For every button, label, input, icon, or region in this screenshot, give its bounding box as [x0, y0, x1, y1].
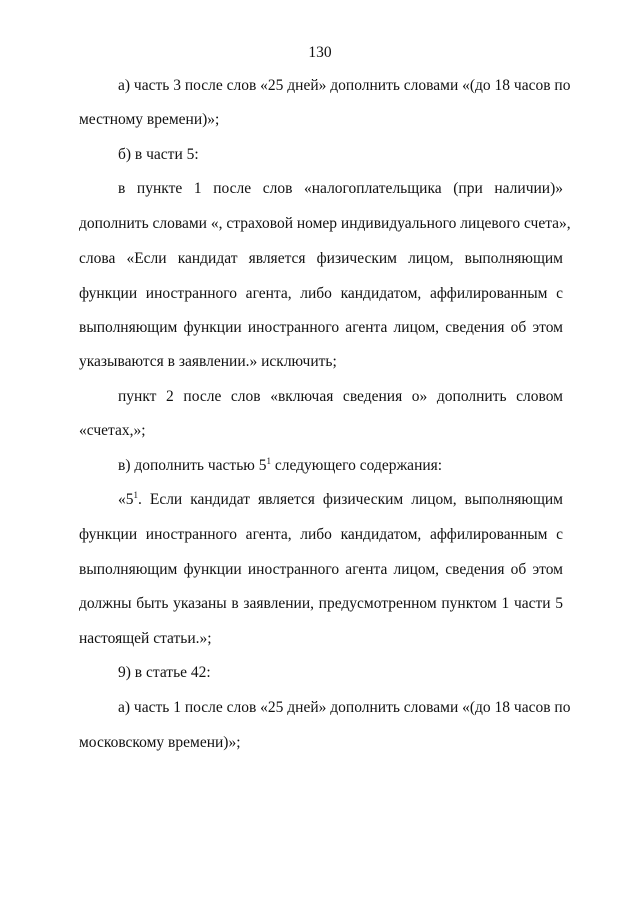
text-line: функции иностранного агента, либо кандидатом, аффилированным с [79, 285, 563, 302]
text-line: «счетах,»; [79, 422, 146, 439]
text-fragment: . Если кандидат является физическим лицом, выполняющим [138, 491, 563, 508]
text-line: а) часть 1 после слов «25 дней» дополнить словами «(до 18 часов по [118, 699, 571, 716]
text-line: а) часть 3 после слов «25 дней» дополнить словами «(до 18 часов по [118, 77, 571, 94]
text-line: должны быть указаны в заявлении, предусмотренном пунктом 1 части 5 [79, 595, 563, 612]
text-fragment: следующего содержания: [270, 457, 443, 474]
text-line [118, 490, 563, 510]
text-line: выполняющим функции иностранного агента лицом, сведения об этом [79, 561, 563, 578]
superscript: 1 [266, 455, 271, 466]
text-line: московскому времени)»; [79, 734, 241, 751]
text-line: указываются в заявлении.» исключить; [79, 353, 337, 370]
text-line: в пункте 1 после слов «налогоплательщика (при наличии)» [118, 180, 563, 197]
text-line: б) в части 5: [118, 146, 199, 163]
text-fragment: в) дополнить частью 5 [118, 457, 267, 474]
superscript: 1 [133, 489, 138, 500]
text-line: пункт 2 после слов «включая сведения о» дополнить словом [118, 388, 563, 405]
text-line: слова «Если кандидат является физическим лицом, выполняющим [79, 250, 563, 267]
text-line: выполняющим функции иностранного агента лицом, сведения об этом [79, 319, 563, 336]
text-line: функции иностранного агента, либо кандидатом, аффилированным с [79, 526, 563, 543]
text-line: местному времени)»; [79, 111, 220, 128]
text-line: 9) в статье 42: [118, 664, 211, 681]
text-line: дополнить словами «, страховой номер индивидуального лицевого счета», [79, 215, 571, 232]
text-fragment: «5 [118, 491, 134, 508]
text-line [118, 456, 563, 476]
page-number: 130 [308, 44, 332, 61]
text-line: настоящей статьи.»; [79, 630, 212, 647]
